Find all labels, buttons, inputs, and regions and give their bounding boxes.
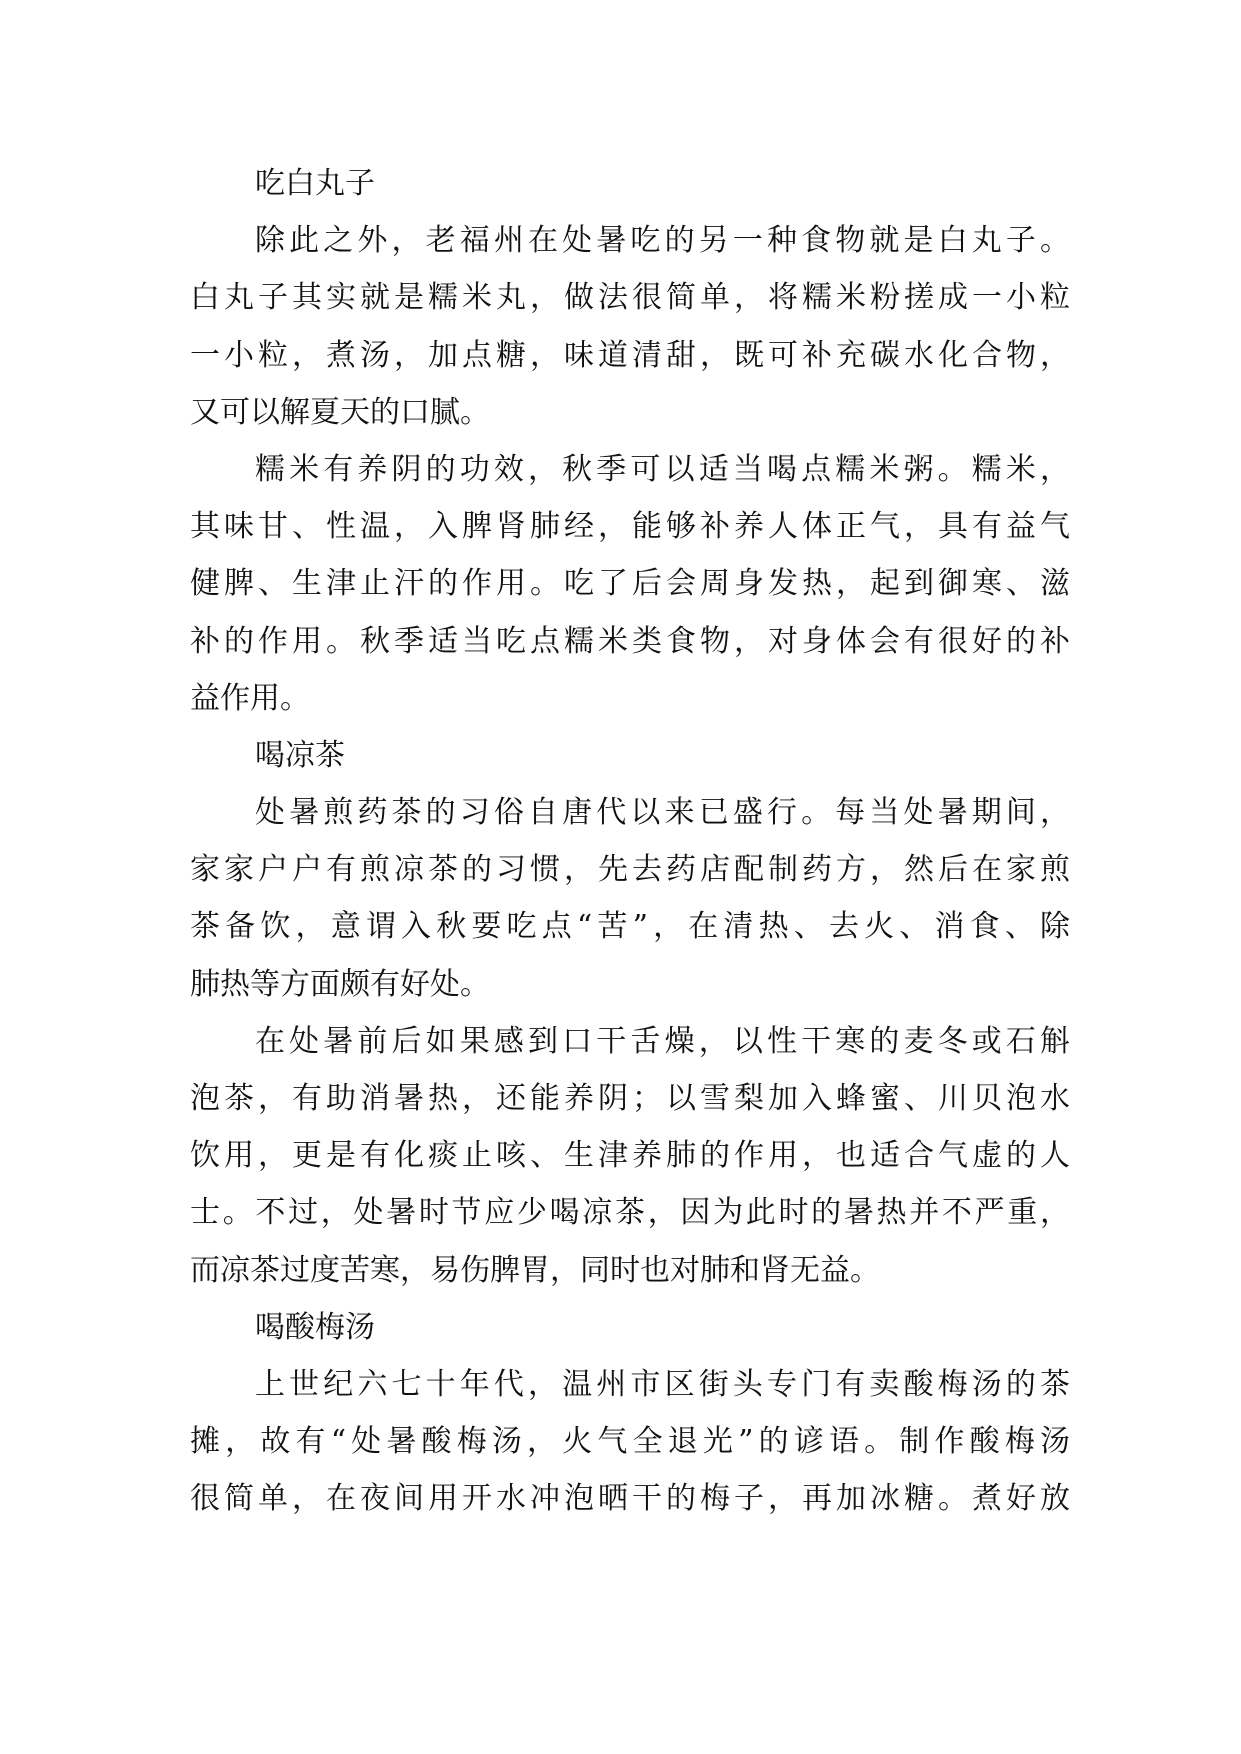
paragraph-line: 益作用。 <box>190 680 310 716</box>
paragraph-line: 其味甘、性温，入脾肾肺经，能够补养人体正气，具有益气 <box>190 509 1070 545</box>
paragraph-line: 糯米有养阴的功效，秋季可以适当喝点糯米粥。糯米， <box>255 451 1070 487</box>
paragraph-line: 白丸子其实就是糯米丸，做法很简单，将糯米粉搓成一小粒 <box>190 280 1070 316</box>
paragraph-line: 茶备饮，意谓入秋要吃点“苦”，在清热、去火、消食、除 <box>190 909 1070 945</box>
paragraph-line: 补的作用。秋季适当吃点糯米类食物，对身体会有很好的补 <box>190 623 1070 659</box>
paragraph-line: 又可以解夏天的口腻。 <box>190 394 490 430</box>
paragraph-line: 处暑煎药茶的习俗自唐代以来已盛行。每当处暑期间， <box>255 795 1070 831</box>
paragraph-line: 摊，故有“处暑酸梅汤，火气全退光”的谚语。制作酸梅汤 <box>190 1424 1070 1460</box>
section-heading: 吃白丸子 <box>255 166 375 201</box>
paragraph-line: 一小粒，煮汤，加点糖，味道清甜，既可补充碳水化合物， <box>190 337 1070 373</box>
paragraph-line: 除此之外，老福州在处暑吃的另一种食物就是白丸子。 <box>255 223 1070 259</box>
section-heading: 喝凉茶 <box>255 737 345 773</box>
paragraph-line: 在处暑前后如果感到口干舌燥，以性干寒的麦冬或石斛 <box>255 1023 1070 1059</box>
paragraph-line: 家家户户有煎凉茶的习惯，先去药店配制药方，然后在家煎 <box>190 852 1070 888</box>
body-text <box>190 155 1070 1528</box>
paragraph-line: 士。不过，处暑时节应少喝凉茶，因为此时的暑热并不严重， <box>190 1195 1070 1231</box>
paragraph-line: 肺热等方面颇有好处。 <box>190 966 490 1002</box>
paragraph-line: 饮用，更是有化痰止咳、生津养肺的作用，也适合气虚的人 <box>190 1138 1070 1174</box>
paragraph-line: 健脾、生津止汗的作用。吃了后会周身发热，起到御寒、滋 <box>190 566 1070 602</box>
paragraph-line: 很简单，在夜间用开水冲泡晒干的梅子，再加冰糖。煮好放 <box>190 1481 1070 1517</box>
paragraph-line: 泡茶，有助消暑热，还能养阴；以雪梨加入蜂蜜、川贝泡水 <box>190 1081 1070 1116</box>
section-heading: 喝酸梅汤 <box>255 1309 375 1345</box>
paragraph-line: 而凉茶过度苦寒，易伤脾胃，同时也对肺和肾无益。 <box>190 1252 880 1288</box>
paragraph-line: 上世纪六七十年代，温州市区街头专门有卖酸梅汤的茶 <box>255 1366 1070 1402</box>
